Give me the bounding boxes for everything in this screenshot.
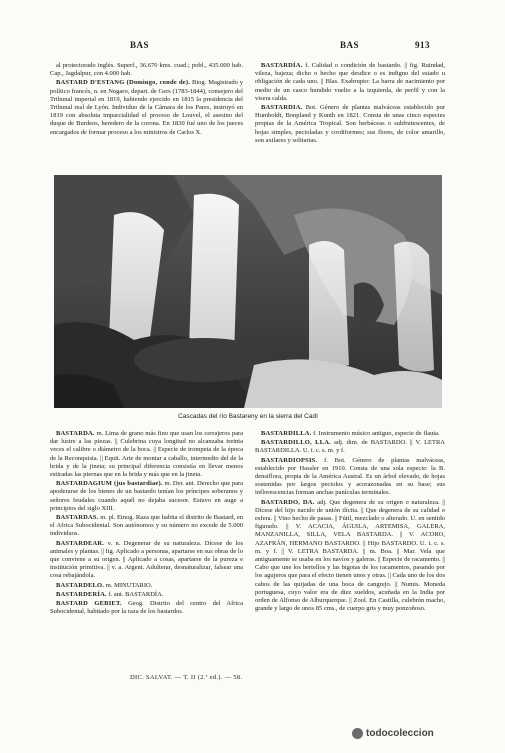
dictionary-entry xyxy=(50,582,243,590)
entry-definition: m. pl. Etnog. Raza que habita el distrito de Bastard, en el Africa Subocidental. Son autónomos y su número no excede de 5.000 individuos. xyxy=(50,514,243,538)
header-right-term: BAS xyxy=(340,40,360,50)
dictionary-entry xyxy=(50,430,243,479)
entry-definition: f. Calidad o condición de bastardo. || fig. Ruindad, vileza, bajeza; dicho o hecho que desdice o es indigno del estado u obligación de cada uno. || Blas. Exabrupto: La barra de nacimiento por medio de un casco hundido vuelto a la izquierda, de perfil y con la visera calda. xyxy=(255,62,445,102)
watermark-logo-icon xyxy=(352,728,363,739)
dictionary-entry xyxy=(255,457,445,498)
entry-headword: BASTARDAS. xyxy=(56,514,99,522)
dictionary-entry xyxy=(50,79,243,136)
entry-headword: BASTARDEAR. xyxy=(56,539,105,547)
waterfall-illustration xyxy=(54,175,442,408)
entry-definition: f. Instrumento músico antiguo, especie de flauta. xyxy=(313,430,440,437)
entry-definition: Bot. Género de plantas malváceas establecido por Humboldt, Bonpland y Kunth en 1821. Consta de unas cinco especies propias de la América Tropical. Son herbáceas o subfrutescentes, de hojas simples, pecioladas y cordiformes; sus flores, de color amarillo, son axilares y solitarias. xyxy=(255,104,445,144)
dictionary-entry xyxy=(255,104,445,145)
entry-headword: BASTARDIA. xyxy=(261,104,303,112)
entry-headword: BASTARDELO. xyxy=(56,581,105,589)
dictionary-entry xyxy=(255,499,445,614)
entry-headword: BASTARDILLO, LLA. xyxy=(261,439,331,447)
dictionary-entry xyxy=(255,430,445,438)
dictionary-entry xyxy=(255,439,445,455)
dictionary-entry xyxy=(50,540,243,581)
entry-headword: BASTARDERÍA. xyxy=(56,590,107,598)
entry-headword: BASTARDÍA. xyxy=(261,62,303,69)
watermark xyxy=(352,728,434,739)
entry-headword: BASTARD D'ESTANG (Domingo, conde de). xyxy=(56,79,191,87)
entry-definition: Geog. Distrito del centro del Africa Subocidental, habitado por la raza de los bastardos. xyxy=(50,600,243,616)
entry-definition: al protectorado inglés. Superf., 36.670 kms. cuad.; pobl., 435.000 hab. Cap., Jagdalpur, con 4.000 hab. xyxy=(50,62,243,78)
entry-definition: m. Der. ant. Derecho que para apoderarse de los bienes de un bastardo tenían los príncipes soberanos y señores feudales cuando aquél no dejaba sucesor. Estuvo en auge a principios del siglo XIII. xyxy=(50,480,244,512)
page-number: 913 xyxy=(415,40,430,50)
entry-definition: m. Lima de grano más fino que usan los cerrajeros para dar lustre a las piezas. || Culebrina cuya longitud no alcanzaba treinta veces el calibre o diámetro de la boca. || Especie de trompeta de la época de la Reconquista. || Equit. Arte de montar a caballo, intermedio del de la brida y de la jineta; su principal diferencia consistía en llevar menos estiradas las piernas que en la brida y más que en la jineta. xyxy=(50,430,244,479)
entry-definition: f. Bot. Género de plantas malváceas, establecido por Hassler en 1910. Consta de una sola especie: la B. densiflora, propia de la América Austral. Es un árbol elevado, de hojas sostenidas por largos peciolos y acorazonadas en su base; sus inflorescencias forman anchas panículas terminales. xyxy=(255,456,445,497)
entry-definition: adj. dim. de BASTARDO. || V. LETRA BASTARDILLA. U. t. c. s. m. y f. xyxy=(255,439,446,455)
waterfall-photo xyxy=(54,175,442,408)
entry-headword: BASTARDA. xyxy=(56,430,95,437)
entry-definition: Biog. Magistrado y político francés, n. en Nogaro, depart. de Gers (1783-1844), consejero del Tribunal imperial en 1819, habiendo ejercido en 1815 la presidencia del Tribunal real de Lyón. Individuo de la Cámara de los Pares, instruyó en 1819 con absoluta imparcialidad el proceso de Louvel, el asesino del duque de Burdeos, heredero de la corona. En 1830 fué uno de los jueces encargados de formar proceso a los ministros de Carlos X. xyxy=(50,79,244,136)
column-bottom-left xyxy=(50,430,243,617)
entry-headword: BASTARDILLA. xyxy=(261,430,312,437)
column-top-right xyxy=(255,62,445,146)
entry-definition: adj. Que degenera de su origen o naturaleza. || Dícese del hijo nacido de unión ilícita. || Que degenera de su calidad o esfera. || Vino hecho de pasas. || Fútil, mezclado o alterado. U. en sentido figurado. || V. ACACIA, ÁGUILA, ARTEMISA, GALERA, MANZANILLA, SILLA, VELA BASTARDA. || V. ACORO, AZAFRÁN, HERMANO BASTARDO. || Hijo BASTARDO. U. t. c. s. m. y f. || V. LETRA BASTARDA. || m. Boa. || Mar. Vela que antiguamente se usaba en los navíos y galeras. || Especie de racamento. || Cabo que une los bertellos y las bigotas de los racamentos, pasando por los agujeros que para el efecto tienen unos y otras. || Cada uno de los dos cabos de las quijadas de una boca de cangrejo. || Numis. Moneda portuguesa, cuyo valor era de diez sueldos, acuñada en la India por orden de Alfonso de Alburquerque. || Zool. En Castilla, culebrón macho, grande y largo de unos 85 cms., de cuerpo gris y muy ponzoñoso. xyxy=(255,498,445,613)
entry-definition: m. MINUTARIO. xyxy=(105,581,153,589)
column-top-left xyxy=(50,62,243,138)
watermark-text: todocoleccion xyxy=(366,728,434,740)
entry-headword: BASTARDAGIUM (jus bastardiae). xyxy=(56,480,163,488)
dictionary-entry xyxy=(50,62,243,78)
entry-headword: BASTARDO, DA. xyxy=(261,498,315,506)
column-bottom-right xyxy=(255,430,445,614)
header-left-term: BAS xyxy=(130,40,150,50)
entry-definition: f. ant. BASTARDÍA. xyxy=(108,590,164,598)
entry-headword: BASTARDIOPSIS. xyxy=(261,456,318,464)
dictionary-entry xyxy=(50,514,243,539)
photo-caption: Cascadas del río Bastareny en la sierra del Cadí xyxy=(178,413,318,420)
page-footer: DIC. SALVAT. — T. II (2.ª ed.). — 58. xyxy=(130,674,243,681)
dictionary-entry xyxy=(255,62,445,103)
dictionary-entry xyxy=(50,480,243,513)
dictionary-entry xyxy=(50,591,243,599)
entry-headword: BASTARD GEBIET. xyxy=(56,600,122,608)
entry-definition: v. n. Degenerar de su naturaleza. Dícese de los animales y plantas. || fig. Aplicado a personas, apartarse en sus obras de lo que conviene a su origen. || Aplicado a cosas, apartarse de la pureza e institución primitiva. || v. a. Argent. Adulterar, desnaturalizar, falsear una cosa rebajándola. xyxy=(50,539,244,580)
dictionary-entry xyxy=(50,600,243,616)
